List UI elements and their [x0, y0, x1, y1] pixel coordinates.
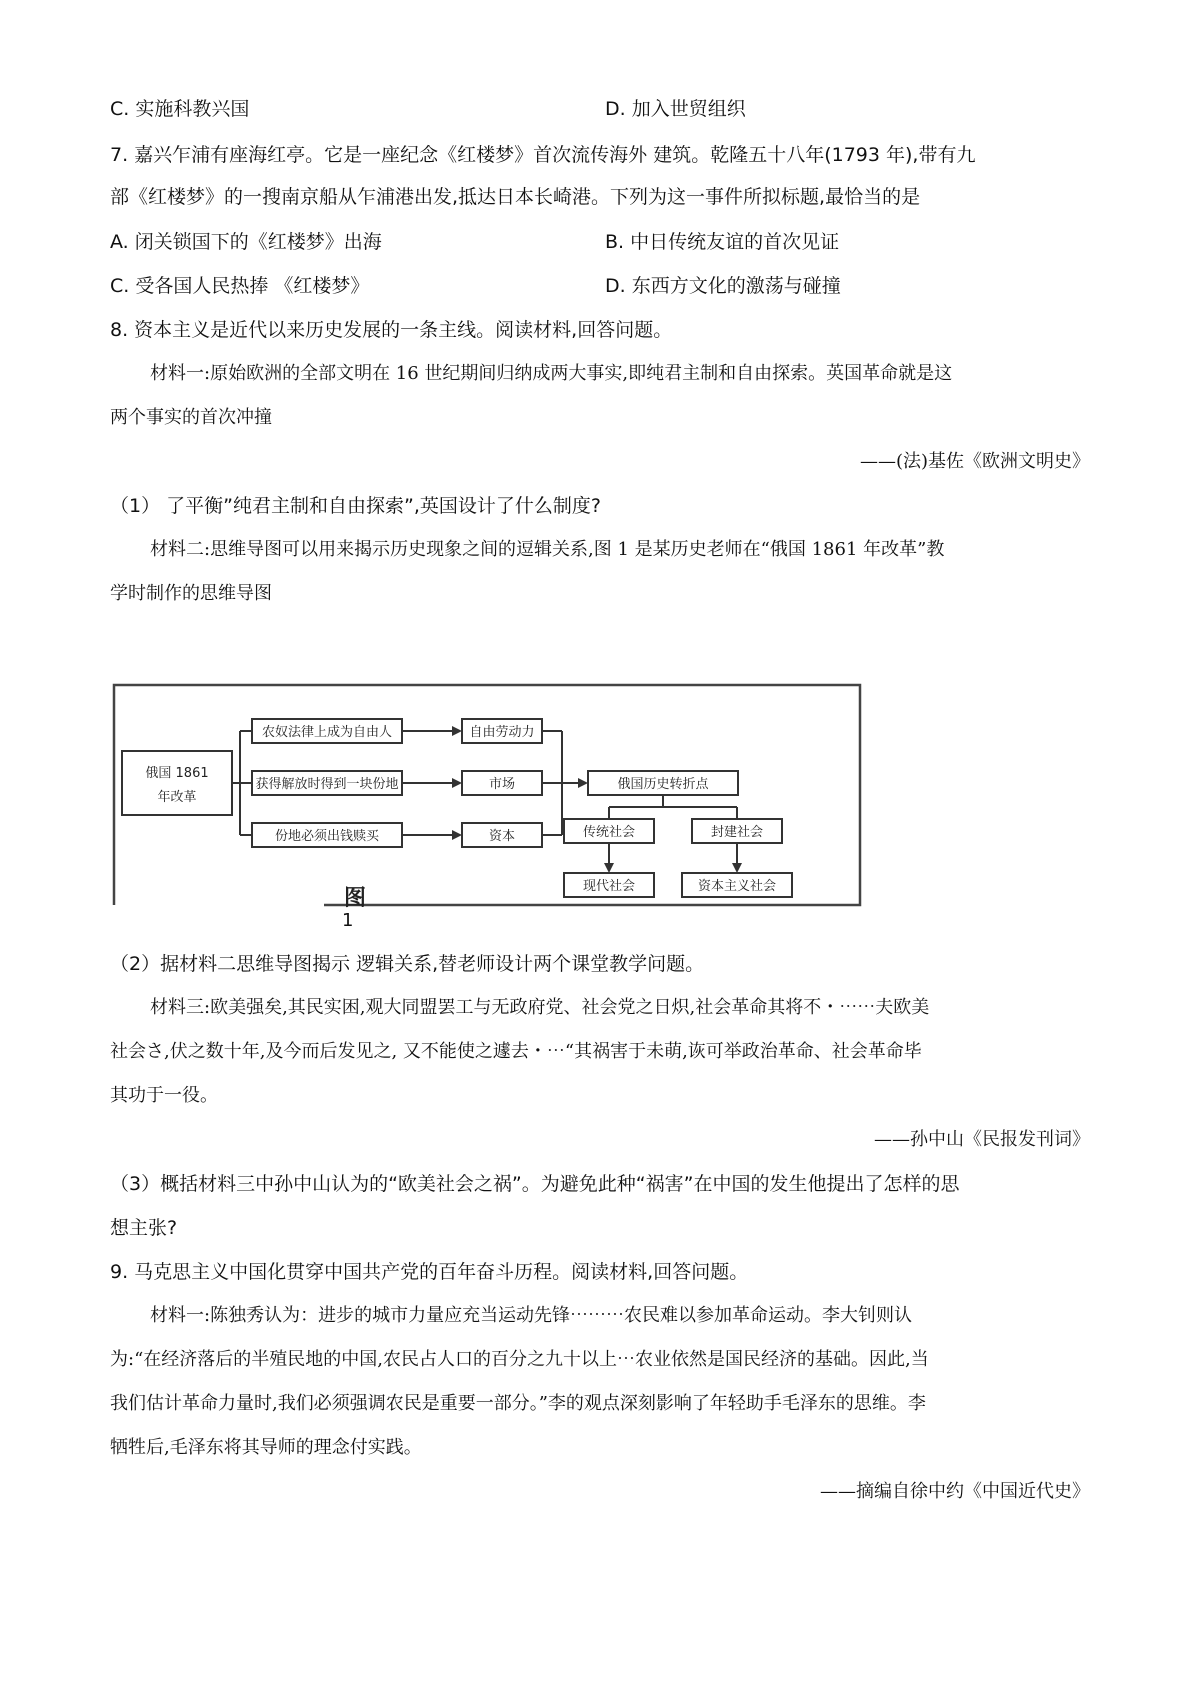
q9-material1-source: ——摘编自徐中约《中国近代史》 — [820, 1481, 1090, 1502]
branch-label-1: 农奴法律上成为自由人 — [261, 725, 393, 740]
q7-option-c: C. 受各国人民热捧 《红楼梦》 — [110, 275, 370, 297]
root-connector — [232, 731, 252, 835]
arrowhead-merge — [578, 778, 588, 788]
arrowhead-3 — [452, 830, 462, 840]
q8-material1-line2: 两个事实的首次冲撞 — [110, 407, 272, 428]
q8-subquestion-3-line1: （3）概括材料三中孙中山认为的“欧美社会之祸”。为避免此种“祸害”在中国的发生他提出了怎样的思 — [110, 1173, 960, 1195]
q8-material3-line2: 社会さ,伏之数十年,及今而后发见之, 又不能使之遽去・⋯“其祸害于未萌,诙可举政治革命、社会革命毕 — [110, 1041, 922, 1062]
q6-option-c: C. 实施科教兴国 — [110, 98, 250, 120]
q9-material1-line3: 我们估计革命力量时,我们必须强调农民是重要一部分。”李的观点深刻影响了年轻助手毛泽东的思维。李 — [110, 1393, 926, 1414]
q7-option-b: B. 中日传统友谊的首次见证 — [605, 231, 840, 253]
split-connector — [609, 795, 737, 819]
mind-map-figure — [112, 683, 862, 928]
q6-option-d: D. 加入世贸组织 — [605, 98, 746, 120]
branch-label-3: 份地必须出钱赎买 — [274, 829, 380, 844]
q9-material1-line1: 材料一:陈独秀认为：进步的城市力量应充当运动先锋⋯⋯⋯农民难以参加革命运动。李大钊则认 — [150, 1305, 913, 1326]
from-label-1: 传统社会 — [582, 825, 636, 840]
root-label-line2: 年改革 — [157, 790, 197, 805]
branch-label-2: 获得解放时得到一块份地 — [255, 777, 399, 792]
figure-caption: 图 — [344, 886, 367, 911]
root-box — [122, 751, 232, 815]
to-label-2: 资本主义社会 — [697, 879, 777, 894]
from-label-2: 封建社会 — [710, 825, 764, 840]
q9-stem: 9. 马克思主义中国化贯穿中国共产党的百年奋斗历程。阅读材料,回答问题。 — [110, 1261, 749, 1283]
q8-subquestion-2: （2）据材料二思维导图揭示 逻辑关系,替老师设计两个课堂教学问题。 — [110, 953, 705, 975]
arrowhead-down-1 — [604, 863, 614, 873]
figure-caption-number: 1 — [342, 910, 354, 928]
q8-material1-source: ——(法)基佐《欧洲文明史》 — [859, 451, 1090, 472]
q8-material2-line2: 学时制作的思维导图 — [110, 583, 272, 604]
q7-stem-line2: 部《红楼梦》的一搜南京船从乍浦港出发,抵达日本长崎港。下列为这一事件所拟标题,最恰当的是 — [110, 186, 921, 208]
arrowhead-1 — [452, 726, 462, 736]
q7-stem-line1: 7. 嘉兴乍浦有座海红亭。它是一座纪念《红楼梦》首次流传海外 建筑。乾隆五十八年(1793 年),带有九 — [110, 144, 976, 166]
arrowhead-down-2 — [732, 863, 742, 873]
q7-option-a: A. 闭关锁国下的《红楼梦》出海 — [110, 231, 382, 253]
arrowhead-2 — [452, 778, 462, 788]
q7-option-d: D. 东西方文化的激荡与碰撞 — [605, 275, 841, 297]
result-label-1: 自由劳动力 — [469, 725, 535, 740]
q9-material1-line2: 为:“在经济落后的半殖民地的中国,农民占人口的百分之九十以上⋯农业依然是国民经济的基础。因此,当 — [110, 1349, 929, 1370]
to-label-1: 现代社会 — [582, 879, 636, 894]
q8-material3-line3: 其功于一役。 — [110, 1085, 218, 1106]
result-label-2: 市场 — [488, 777, 516, 792]
q8-subquestion-1: （1） 了平衡”纯君主制和自由探索”,英国设计了什么制度? — [110, 495, 601, 517]
q8-material3-line1: 材料三:欧美强矣,其民实困,观大同盟罢工与无政府党、社会党之日炽,社会革命其将不・⋯⋯夫欧美 — [150, 997, 930, 1018]
root-label-line1: 俄国 1861 — [145, 766, 209, 781]
q8-material3-source: ——孙中山《民报发刊词》 — [874, 1129, 1090, 1150]
result-label-3: 资本 — [488, 829, 516, 844]
q8-stem: 8. 资本主义是近代以来历史发展的一条主线。阅读材料,回答问题。 — [110, 319, 673, 341]
down-arrows — [609, 843, 737, 865]
turning-point-label: 俄国历史转折点 — [617, 777, 709, 792]
q8-material2-line1: 材料二:思维导图可以用来揭示历史现象之间的逗辑关系,图 1 是某历史老师在“俄国 1861 年改革”教 — [150, 539, 945, 560]
q8-material1-line1: 材料一:原始欧洲的全部文明在 16 世纪期间归纳成两大事实,即纯君主制和自由探索。英国革命就是这 — [150, 363, 953, 384]
q8-subquestion-3-line2: 想主张? — [110, 1217, 178, 1239]
q9-material1-line4: 牺牲后,毛泽东将其导师的理念付实践。 — [110, 1437, 422, 1458]
branch-arrows — [402, 731, 454, 835]
